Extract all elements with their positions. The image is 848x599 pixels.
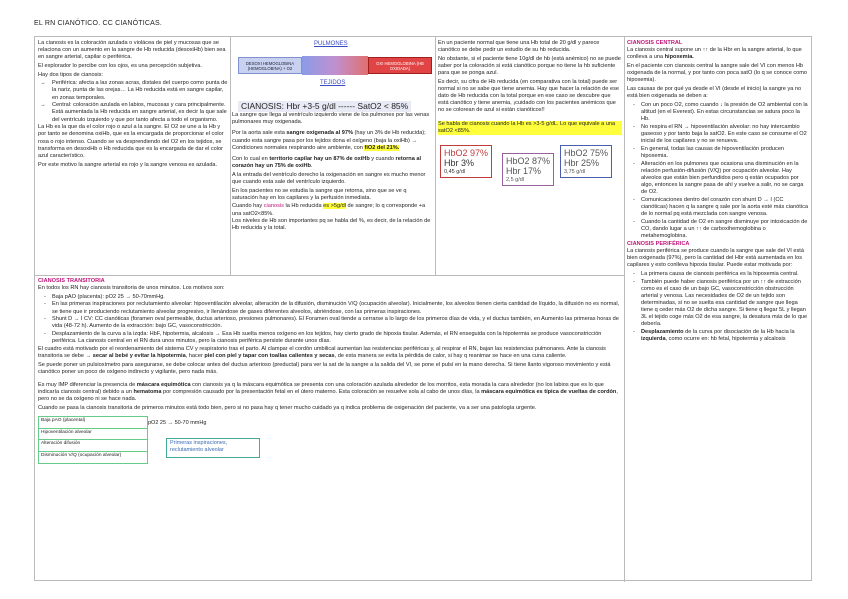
anemia-column bbox=[438, 40, 622, 274]
paragraph: Las causas de por qué ya desde el VI (desde el inicio) la sangre ya no está bien oxigenada se deben a: bbox=[627, 85, 802, 100]
transitory-summary-figure bbox=[38, 416, 288, 464]
central-peripheral-column bbox=[627, 40, 810, 580]
list-item: - No respira el RN → hipoventilación alveolar: no hay intercambio gaseoso y por tanto baja la satO2. En este caso se consume el O2 inicial de los capilares y no se renueva. bbox=[627, 124, 810, 145]
list-item: - Comunicaciones dentro del corazón con shunt D → I (CC cianóticas) hacen q la sangre q sale por la aorta esté más cianótica de lo normal pq está mezclada con sangre venosa. bbox=[627, 197, 810, 218]
list-item: - También puede haber cianosis periférica por un ↑↑ de extracción como es el caso de un bajo GC, vasoconstricción obstrucción arterial y venosa. Las necesidades de O2 de un tejido son determinadas, si no se suelta esa cantidad de sangre que llega tiene q ceder más O2 de dicha sangre. Si tiene q llegar 5L y llegan 3L el tejido coge más O2 de esa sangre, la desatura más de lo que debería. bbox=[627, 279, 810, 329]
paragraph: Por este motivo la sangre arterial es rojo y la sangre venosa es azulada. bbox=[38, 161, 218, 168]
diagram-gradient-arrow bbox=[302, 56, 368, 75]
summary-value: pO2 25 → 50-70 mmHg bbox=[148, 420, 207, 427]
list-item: → Central: coloración azulada en labios, mucosas y cara principalmente. Está aumentada la Hb reducida en sangre arterial, es decir la que sale del ventrículo izquierdo y que por tanto afecta a todo el organismo. bbox=[38, 102, 228, 123]
paragraph: No obstante, si el paciente tiene 10g/dl de hb (está anémico) no se puede saber por la coloración si está cianótico porque no tiene la hb suficiente para que se ponga azul. bbox=[438, 55, 621, 77]
list-item: - Con un poco O2, como cuando ↓ la presión de O2 ambiental con la altitud (en el Everest). En estas circunstancias se satura poco la Hb. bbox=[627, 102, 810, 123]
paragraph: El cuadro está motivado por el reordenamiento del sistema CV y respiratorio tras el parto. Al clampar el cordón umbilical aumentan las resistencias periféricas y, al respirar el RN, bajan las resistencias pulmonares. Ante la cianosis transitoria se debe → secar al bebé y evitar la hipotermia, hacer piel con piel y tapar con toallas calientes y secas, de esta manera se evita la pérdida de calor, si hay q reanimar se hace en una cuna caliente. bbox=[38, 345, 606, 360]
hb-box-arterial: HbO2 97% Hbr 3% 0,45 g/dl bbox=[440, 145, 492, 178]
paragraph: La cianosis es la coloración azulada o violácea de piel y mucosas que se relaciona con un aumento en la sangre de Hb reducida (desoxiHb) bien sea en sangre arterial, capilar o periférica. bbox=[38, 40, 226, 61]
diagram-label-lungs: PULMONES bbox=[314, 41, 348, 47]
paragraph: A la entrada del ventrículo derecho la oxigenación en sangre es mucho menor que cuando esta sale del ventrículo izquierdo. bbox=[232, 171, 426, 185]
diagram-label-tissues: TEJIDOS bbox=[320, 80, 346, 86]
list-item: - En las primeras inspiraciones por reclutamiento alveolar: hipoventilación alveolar, alteración de la difusión, disminución V/Q (ocupación alveolar). Inicialmente, los alveolos tienen cierta cantidad de líquido, la difusión no es normal, se tiene que ir produciendo reclutamiento alveolar progresivo, ir llenándose de gases diferentes alveolos, abriéndose, con las primeras inspiraciones. bbox=[38, 301, 622, 315]
section-heading-central: CIANOSIS CENTRAL bbox=[627, 40, 683, 46]
diagram-box-oxy: OXI HEMOGLOBINA (HB OXIDADA) bbox=[368, 57, 432, 74]
hb-saturation-boxes bbox=[438, 141, 622, 191]
table-row: Alteración difusión bbox=[39, 440, 147, 452]
divider bbox=[230, 37, 231, 275]
paragraph: Hay dos tipos de cianosis: bbox=[38, 71, 103, 78]
divider bbox=[435, 37, 436, 275]
peripheral-causes-list bbox=[627, 271, 810, 344]
list-item: - Shunt D → I CV: CC cianóticas (foramen oval permeable, ductus arterioso, presiones pulmonares). El Foramen oval tiende a cerrarse a lo largo de los primeros días de vida, y el ductus también, en Aumento las primeras horas de vida (48-72 h). Aumento de la extracción: bajo GC, vasoconstricción. bbox=[38, 316, 622, 330]
summary-table bbox=[38, 416, 148, 464]
paragraph: Por la aorta sale esta sangre oxigenada al 97% (hay un 3% de Hb reducida); cuando esta sangre pasa por los tejidos dona el oxígeno (baja la oxiHb) → Condiciones normales respirando aire ambiente, con fiO2 del 21%. bbox=[232, 130, 426, 151]
list-item: - Desplazamiento de la curva a la izqda: HbF, hipotermia, alcalosis → Esa Hb suelta menos oxígeno en los tejidos, hay cierto grado de hipoxia tisular. Además, el RN enseguida con la hipotermia se produce vasoconstricción periférica. La cianosis central en el RN dura unos minutos, pero la cianosis periférica persiste durante unos días. bbox=[38, 331, 622, 345]
list-item: - La primera causa de cianosis periférica es la hipoxemia central. bbox=[627, 271, 810, 278]
highlight-note: Se habla de cianosis cuando la Hb es >3-5 g/dL. Lo que equivale a una satO2 <85%. bbox=[438, 121, 622, 135]
divider bbox=[35, 275, 624, 276]
page-title: EL RN CIANÓTICO. CC CIANÓTICAS. bbox=[34, 20, 163, 27]
paragraph: Cuando se pasa la cianosis transitoria de primeros minutos está todo bien, pero si no pasa hay q tener mucho cuidado ya q indica problema de oxigenación del paciente, va a ser una patología urgente. bbox=[38, 405, 537, 411]
paragraph: Cuando hay cianosis la Hb reducida es >5g/dl de sangre; lo q corresponde +a una satO2<85%. bbox=[232, 203, 426, 217]
paragraph: En un paciente normal que tiene una Hb total de 20 g/dl y parece cianótico se debe pedir un estudio de su hb reducida. bbox=[438, 40, 600, 54]
diagram-box-deoxy: DESOXI HEMOGLOBINA (HEMOGLOBINA) + O2 bbox=[238, 57, 302, 74]
paragraph: Es decir, su cifra de Hb reducida (en comparativa con la total) puede ser normal si no se sabe que tiene anemia. Hay que hacer la relación de ese dato de Hb reducida con la total porque en ese caso se descubre que está cianótico y tiene anemia, ¡cuidado con los pacientes anémicos que no se colorean de azul si están cianóticos!! bbox=[438, 78, 619, 114]
paragraph: La cianosis periférica se produce cuando la sangre que sale del VI está bien oxigenada (97%), pero la cantidad del Hbr está aumentada en los capilares y esto conlleva hipoxia tisular. Puede estar motivada por: bbox=[627, 247, 804, 269]
list-item: - Baja pAO (placenta): pO2 25 → 50-70mmHg. bbox=[38, 294, 622, 301]
list-item: - Cuando la cantidad de O2 en sangre disminuye por intoxicación de CO, dando lugar a un ↑↑ de carboxihemoglobina o metahemoglobina. bbox=[627, 219, 810, 240]
paragraph: Los niveles de Hb son importantes pq se habla del %, es decir, de la relación de Hb reducida y la total. bbox=[232, 217, 431, 231]
paragraph: La cianosis central supone un ↑↑ de la Hbr en la sangre arterial, lo que conlleva a una hipoxemia. bbox=[627, 47, 802, 61]
table-row: Disminución V/Q (ocupación alveolar) bbox=[41, 452, 122, 458]
hb-box-venous: HbO2 75% Hbr 25% 3,75 g/dl bbox=[560, 145, 612, 178]
table-row: Baja pAO (placental) bbox=[39, 417, 147, 429]
table-row: Hipoventilación alveolar bbox=[39, 429, 147, 441]
list-item: - Desplazamiento de la curva por disociación de la Hb hacia la izquierda, como ocurre en: hb fetal, hipotermia y alcalosis bbox=[627, 329, 810, 343]
paragraph: En los pacientes no se estudia la sangre que retorna, sino que se ve q saturación hay en los capilares y la perfusión inmediata. bbox=[232, 187, 407, 201]
central-causes-list bbox=[627, 102, 810, 240]
transitory-section bbox=[38, 278, 622, 580]
paragraph: La sangre que llega al ventrículo izquierdo viene de los pulmones por las venas pulmonares muy oxigenada. bbox=[232, 112, 430, 126]
list-item: - En general, todas las causas de hipoventilación producen hipoxemia. bbox=[627, 146, 810, 160]
divider bbox=[624, 37, 625, 582]
list-item: → Periférica: afecta a las zonas acras, distales del cuerpo como punta de la nariz, punta de las orejas… La Hb reducida está en sangre capilar, en zonas temporales. bbox=[38, 80, 228, 101]
section-heading-peripheral: CIANOSIS PERIFÉRICA bbox=[627, 240, 690, 247]
hb-box-capillary: HbO2 87% Hbr 17% 2,5 g/dl bbox=[502, 153, 554, 186]
summary-box: Primeras inspiraciones, reclutamiento alveolar bbox=[166, 438, 260, 458]
section-heading-transitory: CIANOSIS TRANSITORIA bbox=[38, 278, 105, 284]
transitory-causes-list bbox=[38, 294, 622, 346]
paragraph: Se puede poner un pulsioxímetro para asegurarse, se debe colocar antes del ductus arterioso (preductal) para ver la sat de la sangre a la salida del VI, se pone el pulsí en la mano derecha. Si tiene llanto vigoroso movimiento y está cianótico poner un poco de oxígeno indirecto y vigilante, pero nada más. bbox=[38, 361, 611, 375]
intro-column bbox=[38, 40, 228, 274]
cyanosis-formula: CIANOSIS: Hbr +3-5 g/dl ------ SatO2 < 85% bbox=[238, 101, 411, 112]
paragraph: El explorador lo percibe con los ojos, es una percepción subjetiva. bbox=[38, 62, 202, 69]
paragraph: En el paciente con cianosis central la sangre sale del VI con menos Hb oxigenada de la normal, y por tanto con poca satO (lo q se conoce como hipoxemia). bbox=[627, 62, 808, 84]
notes-grid bbox=[34, 36, 812, 581]
list-item: - Alteración en los pulmones que ocasiona una disminución en la relación perfusión-difusión (V/Q) por ocupación alveolar. Hay alveolos que están bien perfundidos pero q están ocupados por algo, entonces la sangre pasa de ahí y vuelve a salir, no se carga de O2. bbox=[627, 161, 810, 197]
paragraph: En todos los RN hay cianosis transitoria de unos minutos. Los motivos son: bbox=[38, 285, 225, 292]
oxygenation-diagram bbox=[238, 41, 433, 101]
physiology-column bbox=[232, 39, 433, 273]
paragraph: Es muy IMP diferenciar la presencia de máscara equimótica con cianosis ya q la máscara equimótica se presenta con una coloración azulada alrededor de los morritos, esta morada la cara alrededor (no los labios que es lo que indicaría cianosis central) debido a un hematoma por compresión causado por la presentación fetal en el útero materno. Esta coloración se resuelve sola al cabo de unos días, la máscara equimótica es típica de vueltas de cordón, pero no se da oxígeno ni se hace nada. bbox=[38, 382, 618, 403]
paragraph: Con lo cual en territorio capilar hay un 87% de oxiHb y cuando retorna al corazón hay un 75% de oxiHb. bbox=[232, 155, 422, 170]
paragraph: La Hb es la que da el color rojo o azul a la sangre. El O2 se une a la Hb y por tanto se denomina oxiHb, que es la encargada de proporcionar el color rosa o rojo intenso. Cuando se va desprendiendo del O2 en los tejidos, se transforma en desoxiHb o Hb reducida que es la encargada de dar el color azul característico. bbox=[38, 124, 224, 159]
types-list bbox=[38, 80, 228, 123]
